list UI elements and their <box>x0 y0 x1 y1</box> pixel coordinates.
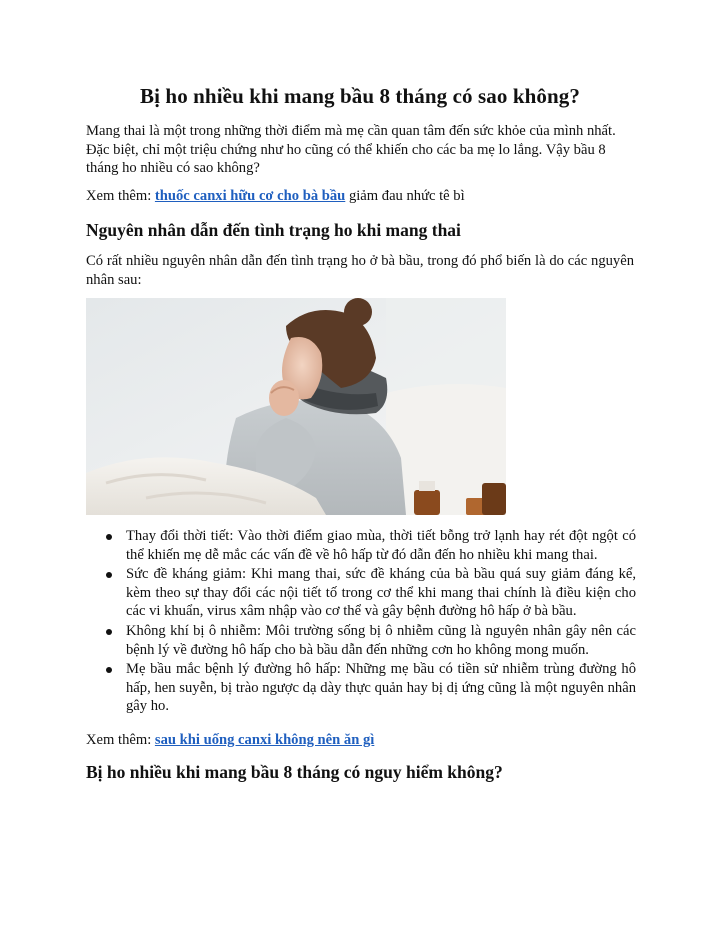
section-intro-paragraph: Có rất nhiều nguyên nhân dẫn đến tình trạng ho ở bà bầu, trong đó phổ biến là do các nguyên nhân sau: <box>86 253 634 288</box>
bullet-icon <box>106 629 112 635</box>
see-more-paragraph-1 <box>86 187 634 206</box>
see-more-prefix: Xem thêm: <box>86 732 155 748</box>
bullet-icon <box>106 667 112 673</box>
see-more-suffix: giảm đau nhức tê bì <box>345 188 465 204</box>
page-title: Bị ho nhiều khi mang bầu 8 tháng có sao không? <box>140 84 580 108</box>
bullet-icon <box>106 572 112 578</box>
link-sau-khi-uong-canxi[interactable]: sau khi uống canxi không nên ăn gì <box>154 732 375 748</box>
bullet-icon <box>106 534 112 540</box>
causes-list <box>86 527 636 717</box>
list-item: Mẹ bầu mắc bệnh lý đường hô hấp: Những mẹ bầu có tiền sử nhiễm trùng đường hô hấp, hen suyễn, bị trào ngược dạ dày thực quản hay bị dị ứng cũng là một nguyên nhân gây ho. <box>86 660 636 716</box>
list-item: Không khí bị ô nhiễm: Môi trường sống bị ô nhiễm cũng là nguyên nhân gây nên các bệnh lý về đường hô hấp cho bà bầu dẫn đến những cơn ho không mong muốn. <box>86 622 636 659</box>
intro-paragraph: Mang thai là một trong những thời điểm mà mẹ cần quan tâm đến sức khỏe của mình nhất. Đặc biệt, chỉ một triệu chứng như ho cũng có thể khiến cho các ba mẹ lo lắng. Vậy bầu 8 tháng ho nhiều có sao không? <box>86 123 616 176</box>
list-item: Sức đề kháng giảm: Khi mang thai, sức đề kháng của bà bầu quá suy giảm đáng kể, kèm theo sự thay đổi các nội tiết tố trong cơ thể khi mang thai chính là điều kiện cho các vi khuẩn, virus xâm nhập vào cơ thể và gây bệnh đường hô hấp ở bà bầu. <box>86 565 636 621</box>
coughing-woman-photo <box>86 298 506 515</box>
see-more-paragraph-2 <box>86 731 634 750</box>
list-item: Thay đổi thời tiết: Vào thời điểm giao mùa, thời tiết bỗng trở lạnh hay rét đột ngột có thể khiến mẹ dễ mắc các vấn đề về hô hấp từ đó dẫn đến ho nhiều khi mang thai. <box>86 527 636 564</box>
see-more-prefix: Xem thêm: <box>86 188 155 204</box>
link-canxi-huu-co[interactable]: thuốc canxi hữu cơ cho bà bầu <box>154 188 346 204</box>
section-heading-causes: Nguyên nhân dẫn đến tình trạng ho khi mang thai <box>86 220 461 240</box>
section-heading-danger: Bị ho nhiều khi mang bầu 8 tháng có nguy hiểm không? <box>86 762 503 782</box>
